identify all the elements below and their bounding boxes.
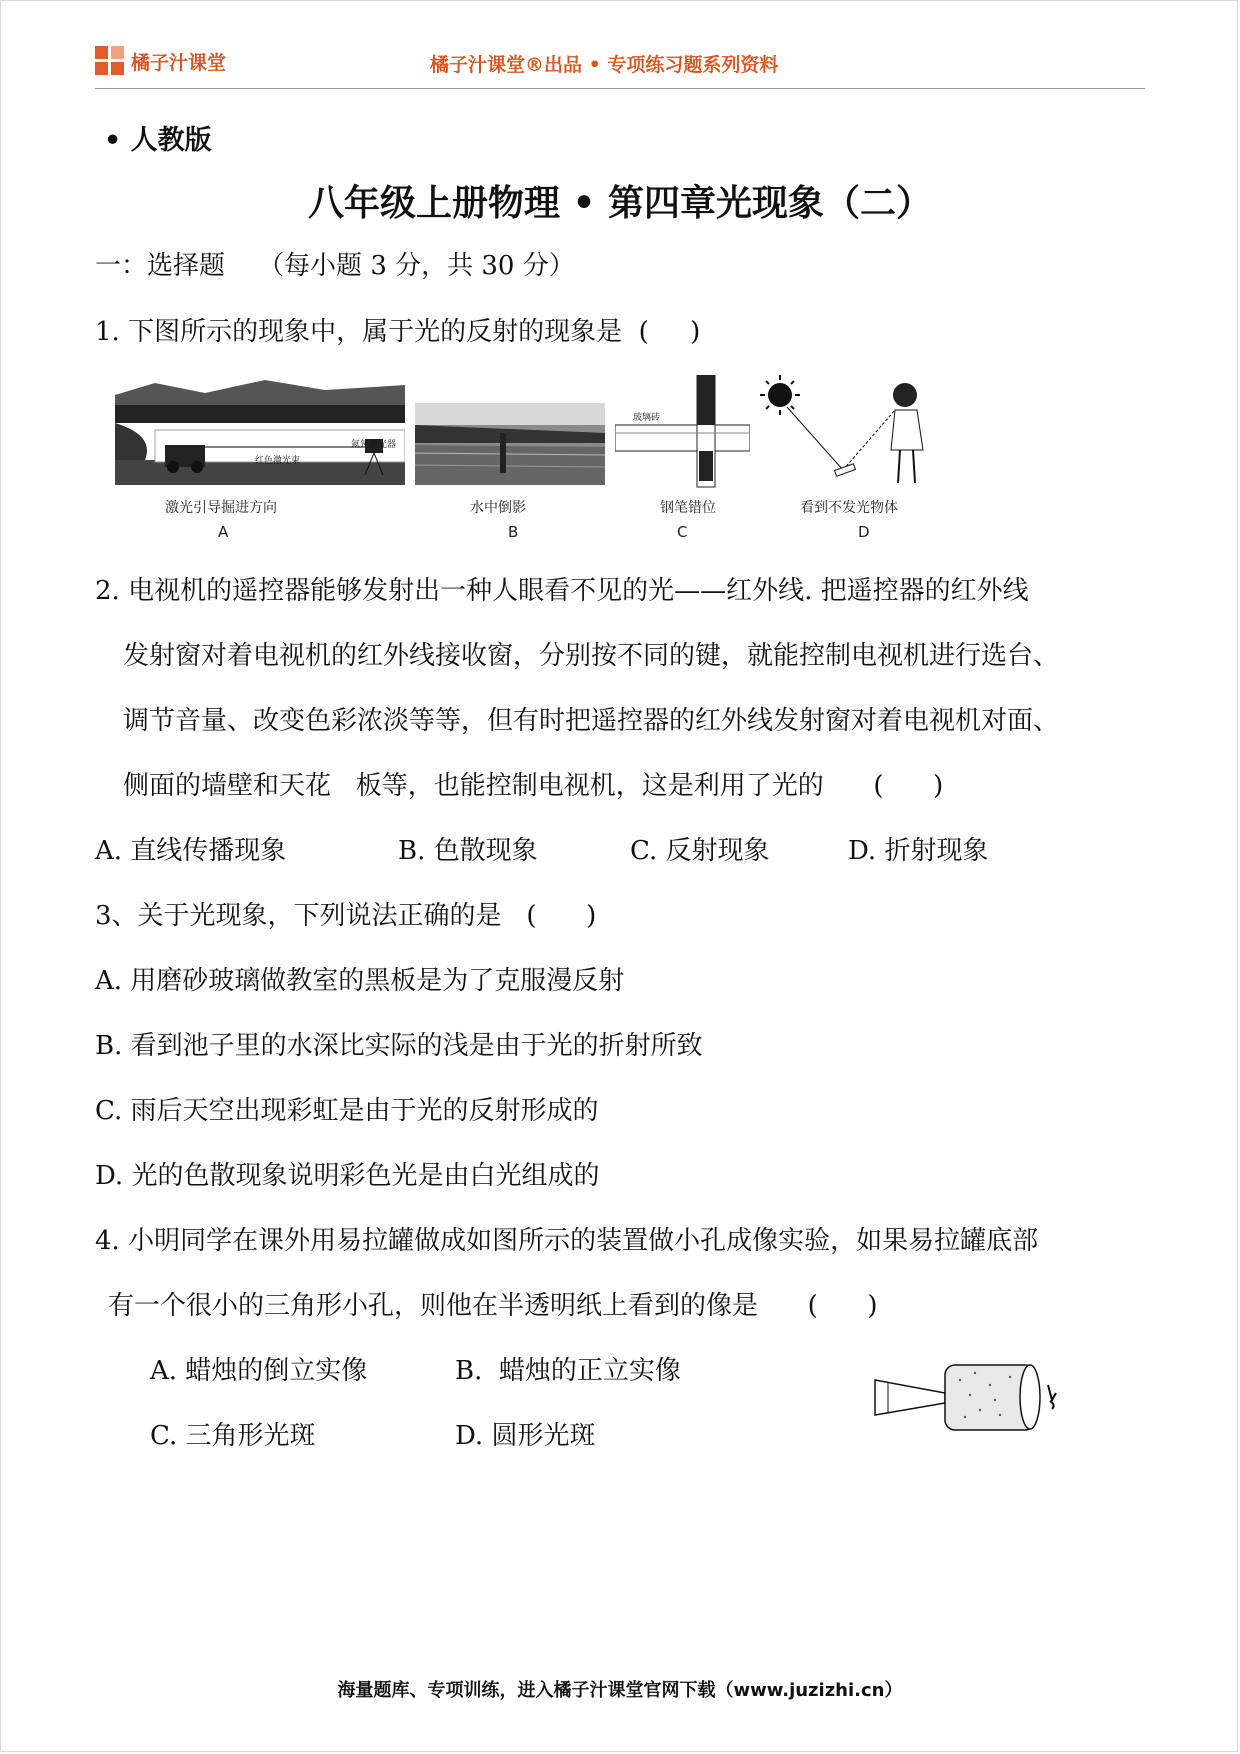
question-2-option-d: D. 折射现象 [848,836,989,866]
question-1-figures [115,375,940,545]
question-2-option-c: C. 反射现象 [630,836,770,866]
question-2-line-3: 调节音量、改变色彩浓淡等等，但有时把遥控器的红外线发射窗对着电视机对面、 [123,706,1060,736]
question-3-option-c: C. 雨后天空出现彩虹是由于光的反射形成的 [95,1096,599,1126]
question-3-option-d: D. 光的色散现象说明彩色光是由白光组成的 [95,1161,600,1191]
figure-b-image [415,403,605,485]
figure-a-letter: A [218,523,229,541]
question-4-line-2: 有一个很小的三角形小孔，则他在半透明纸上看到的像是 ( ) [108,1291,878,1321]
question-2-option-b: B. 色散现象 [398,836,538,866]
logo-text: 橘子汁课堂 [131,51,227,74]
question-4-option-b: B. 蜡烛的正立实像 [455,1356,681,1386]
figure-a-beam-label: 红色激光束 [255,456,301,466]
question-3-option-a: A. 用磨砂玻璃做教室的黑板是为了克服漫反射 [95,966,625,996]
figure-b-caption: 水中倒影 [470,500,526,516]
question-2-line-2: 发射窗对着电视机的红外线接收窗，分别按不同的键，就能控制电视机进行选台、 [123,641,1060,671]
figure-d-caption: 看到不发光物体 [800,500,898,516]
page-header [95,40,1145,89]
question-3-stem: 3、关于光现象，下列说法正确的是 ( ) [95,901,597,931]
edition-label: • 人教版 [104,125,212,156]
question-2-option-a: A. 直线传播现象 [95,836,287,866]
question-2-line-4: 侧面的墙壁和天花 板等，也能控制电视机，这是利用了光的 ( ) [123,771,944,801]
question-4-option-a: A. 蜡烛的倒立实像 [150,1356,368,1386]
brand-logo [95,46,226,76]
page-title: 八年级上册物理 • 第四章光现象（二） [307,182,933,224]
header-series-title: 橘子汁课堂®出品 • 专项练习题系列资料 [430,54,779,76]
figure-c-caption: 钢笔错位 [660,500,716,516]
page-footer: 海量题库、专项训练，进入橘子汁课堂官网下载（www.juzizhi.cn） [337,1680,903,1701]
figure-c-glass-label: 玻璃砖 [633,413,661,423]
figure-d-image [755,375,935,490]
figure-d-letter: D [858,523,870,541]
figure-a-device-label: 氦氖激光器 [351,440,397,450]
question-4-line-1: 4. 小明同学在课外用易拉罐做成如图所示的装置做小孔成像实验，如果易拉罐底部 [95,1226,1039,1256]
figure-c-image [615,375,750,490]
question-2-line-1: 2. 电视机的遥控器能够发射出一种人眼看不见的光——红外线. 把遥控器的红外线 [95,576,1029,606]
section-heading: 一：选择题 （每小题 3 分，共 30 分） [95,251,575,281]
question-4-option-d: D. 圆形光斑 [455,1421,596,1451]
figure-c-letter: C [677,523,688,541]
question-4-option-c: C. 三角形光斑 [150,1421,316,1451]
question-3-option-b: B. 看到池子里的水深比实际的浅是由于光的折射所致 [95,1031,703,1061]
pinhole-can-figure [870,1355,1070,1435]
question-1-stem: 1. 下图所示的现象中，属于光的反射的现象是 ( ) [95,317,701,347]
figure-b-letter: B [508,523,519,541]
figure-a-caption: 激光引导掘进方向 [165,500,277,516]
logo-grid-icon [95,46,125,76]
figure-a-image [115,375,405,485]
